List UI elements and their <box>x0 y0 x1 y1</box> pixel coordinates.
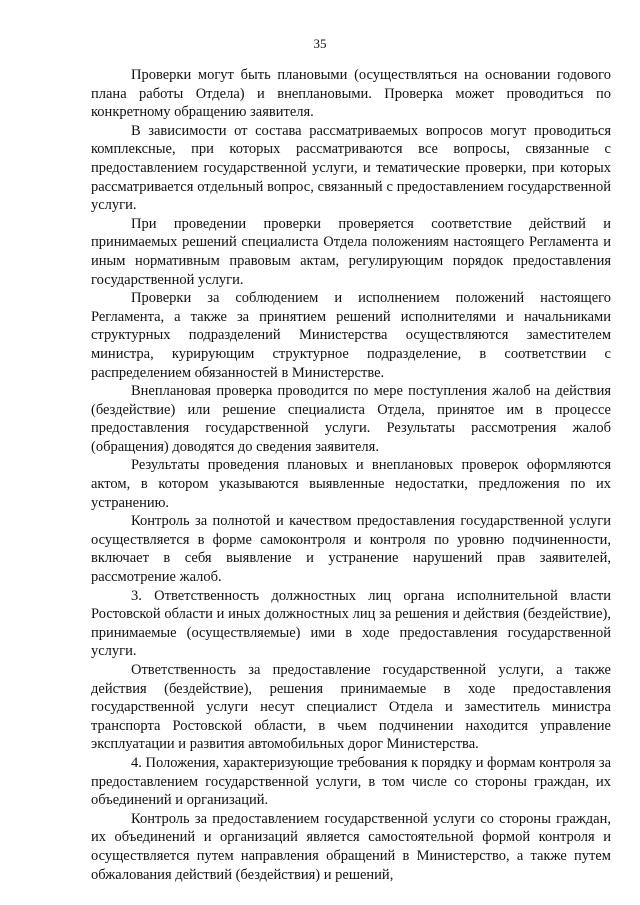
section-3-heading: 3. Ответственность должностных лиц органа исполнительной власти Ростовской области и иных должностных лиц за решения и действия (бездействие), принимаемые (осуществляемые) ими в ходе предоставления государственной услуги. <box>91 587 611 660</box>
paragraph-citizen-control: Контроль за предоставлением государственной услуги со стороны граждан, их объединений и организаций является самостоятельной формой контроля и осуществляется путем направления обращений в Министерство, а также путем обжалования действий (бездействия) и решений, <box>91 810 611 883</box>
paragraph-unscheduled-inspection: Внеплановая проверка проводится по мере поступления жалоб на действия (бездействие) или решение специалиста Отдела, принятое им в процессе предоставления государственной услуги. Результаты рассмотрения жалоб (обращения) доводятся до сведения заявителя. <box>91 383 611 455</box>
paragraph-inspection-subject: При проведении проверки проверяется соответствие действий и принимаемых решений специалиста Отдела положениям настоящего Регламента и иным нормативным правовым актам, регулирующим порядок предоставления государственной услуги. <box>91 215 611 288</box>
paragraph-responsibility: Ответственность за предоставление государственной услуги, а также действия (бездействие), решения принимаемые в ходе предоставления государственной услуги несут специалист Отдела и заместитель министра транспорта Ростовской области, в чьем подчинении находится управление эксплуатации и развития автомобильных дорог Министерства. <box>91 662 611 753</box>
section-4-heading: 4. Положения, характеризующие требования к порядку и формам контроля за предоставлением государственной услуги, в том числе со стороны граждан, их объединений и организаций. <box>91 754 611 809</box>
paragraph-inspection-scope: В зависимости от состава рассматриваемых вопросов могут проводиться комплексные, при которых рассматриваются все вопросы, связанные с предоставлением государственной услуги, и тематические проверки, при которых рассматривается отдельный вопрос, связанный с предоставлением государственной услуги. <box>91 122 611 214</box>
page-number: 35 <box>313 36 327 51</box>
paragraph-regulation-compliance: Проверки за соблюдением и исполнением положений настоящего Регламента, а также за принятием решений исполнителями и начальниками структурных подразделений Министерства осуществляются заместителем министра, курирующим структурное подразделение, в соответствии с распределением обязанностей в Министерстве. <box>91 290 611 381</box>
document-body <box>91 66 611 884</box>
paragraph-inspection-results: Результаты проведения плановых и внеплановых проверок оформляются актом, в котором указываются выявленные недостатки, предложения по их устранению. <box>91 457 611 511</box>
paragraph-inspection-types: Проверки могут быть плановыми (осуществляться на основании годового плана работы Отдела) и внеплановыми. Проверка может проводиться по конкретному обращению заявителя. <box>91 67 611 121</box>
paragraph-quality-control: Контроль за полнотой и качеством предоставления государственной услуги осуществляется в форме самоконтроля и контроля по уровню подчиненности, включает в себя выявление и устранение нарушений прав заявителей, рассмотрение жалоб. <box>91 513 611 586</box>
